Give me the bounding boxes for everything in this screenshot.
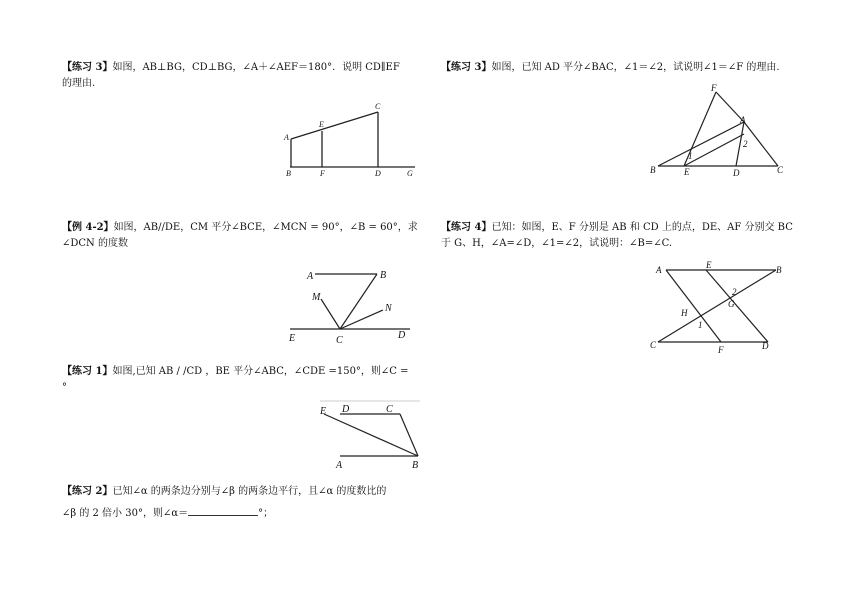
- label-F: F: [320, 169, 325, 178]
- statement-part-a: ∠β 的 2 倍小 30°，则∠α＝: [62, 508, 189, 519]
- problem-tag: 【练习 3】: [441, 62, 492, 73]
- problem-text: [62, 364, 432, 380]
- label-E: E: [289, 333, 296, 344]
- problem-statement: 已知：如图，E、F 分别是 AB 和 CD 上的点，DE、AF 分别交 BC: [491, 222, 793, 233]
- label-2: 2: [743, 139, 748, 149]
- label-D: D: [733, 168, 740, 178]
- problem-text: [441, 220, 836, 236]
- problem-exercise-2: [62, 481, 442, 525]
- problem-statement: 如图，AB⊥BG，CD⊥BG，∠A＋∠AEF＝180°．说明 CD∥EF: [112, 62, 400, 73]
- label-E: E: [320, 406, 327, 417]
- label-B: B: [286, 169, 291, 178]
- label-M: M: [312, 292, 321, 303]
- label-C: C: [386, 404, 393, 415]
- label-A: A: [740, 115, 746, 125]
- label-A: A: [307, 271, 314, 282]
- label-B: B: [412, 460, 419, 471]
- label-2: 2: [732, 287, 737, 297]
- problem-tag: 【练习 1】: [62, 366, 113, 377]
- problem-tag: 【例 4-2】: [62, 222, 114, 233]
- label-H: H: [681, 308, 688, 318]
- problem-exercise-3-left: [62, 60, 427, 91]
- label-1: 1: [688, 151, 693, 161]
- problem-statement: 如图，AB//DE，CM 平分∠BCE，∠MCN = 90°，∠B = 60°，求: [113, 222, 418, 233]
- figure-exercise-1: [312, 398, 424, 470]
- label-B: B: [650, 165, 656, 175]
- label-E: E: [706, 260, 712, 270]
- label-D: D: [762, 341, 769, 351]
- label-C: C: [777, 165, 784, 175]
- problem-statement: 如图,已知 AB / /CD ，BE 平分∠ABC，∠CDE =150°，则∠C =: [112, 366, 409, 377]
- problem-text: [62, 220, 432, 236]
- label-G: G: [407, 169, 413, 178]
- label-A: A: [656, 265, 662, 275]
- problem-statement-cont: 于 G、H，∠A=∠D，∠1=∠2，试说明：∠B=∠C.: [441, 237, 673, 249]
- label-1: 1: [698, 320, 703, 330]
- label-D: D: [342, 404, 350, 415]
- label-A: A: [284, 133, 289, 142]
- answer-blank[interactable]: [188, 505, 258, 516]
- problem-statement: 已知∠α 的两条边分别与∠β 的两条边平行，且∠α 的度数比的: [112, 486, 387, 497]
- problem-exercise-3-right: [441, 60, 831, 76]
- problem-example-4-2: [62, 220, 432, 251]
- problem-text: [62, 60, 427, 76]
- figure-exercise-3-left: [280, 98, 420, 183]
- label-F: F: [718, 345, 724, 355]
- label-G: G: [728, 299, 735, 309]
- figure-exercise-4: [648, 260, 793, 356]
- label-B: B: [380, 270, 387, 281]
- problem-exercise-4: [441, 220, 836, 251]
- problem-statement-cont: 的理由.: [62, 77, 96, 89]
- label-D: D: [375, 169, 381, 178]
- label-C: C: [375, 102, 381, 111]
- label-E: E: [684, 167, 690, 177]
- figure-example-4-2: [285, 268, 415, 348]
- label-A: A: [336, 460, 343, 471]
- problem-text: [62, 481, 442, 503]
- problem-statement-cont: °: [62, 381, 67, 393]
- problem-statement: 如图，已知 AD 平分∠BAC，∠1＝∠2，试说明∠1＝∠F 的理由.: [491, 62, 780, 73]
- label-D: D: [398, 330, 406, 341]
- label-E: E: [319, 120, 324, 129]
- label-N: N: [385, 303, 392, 314]
- label-C: C: [336, 335, 343, 346]
- label-B: B: [776, 265, 782, 275]
- problem-exercise-1: [62, 364, 432, 395]
- problem-tag: 【练习 3】: [62, 62, 113, 73]
- problem-statement-cont: [62, 503, 442, 525]
- label-C: C: [650, 340, 657, 350]
- figure-exercise-3-right: [648, 84, 798, 182]
- label-F: F: [711, 83, 717, 93]
- problem-statement-cont: ∠DCN 的度数: [62, 237, 128, 249]
- problem-tag: 【练习 4】: [441, 222, 492, 233]
- statement-part-b: °；: [258, 508, 274, 519]
- problem-tag: 【练习 2】: [62, 486, 113, 497]
